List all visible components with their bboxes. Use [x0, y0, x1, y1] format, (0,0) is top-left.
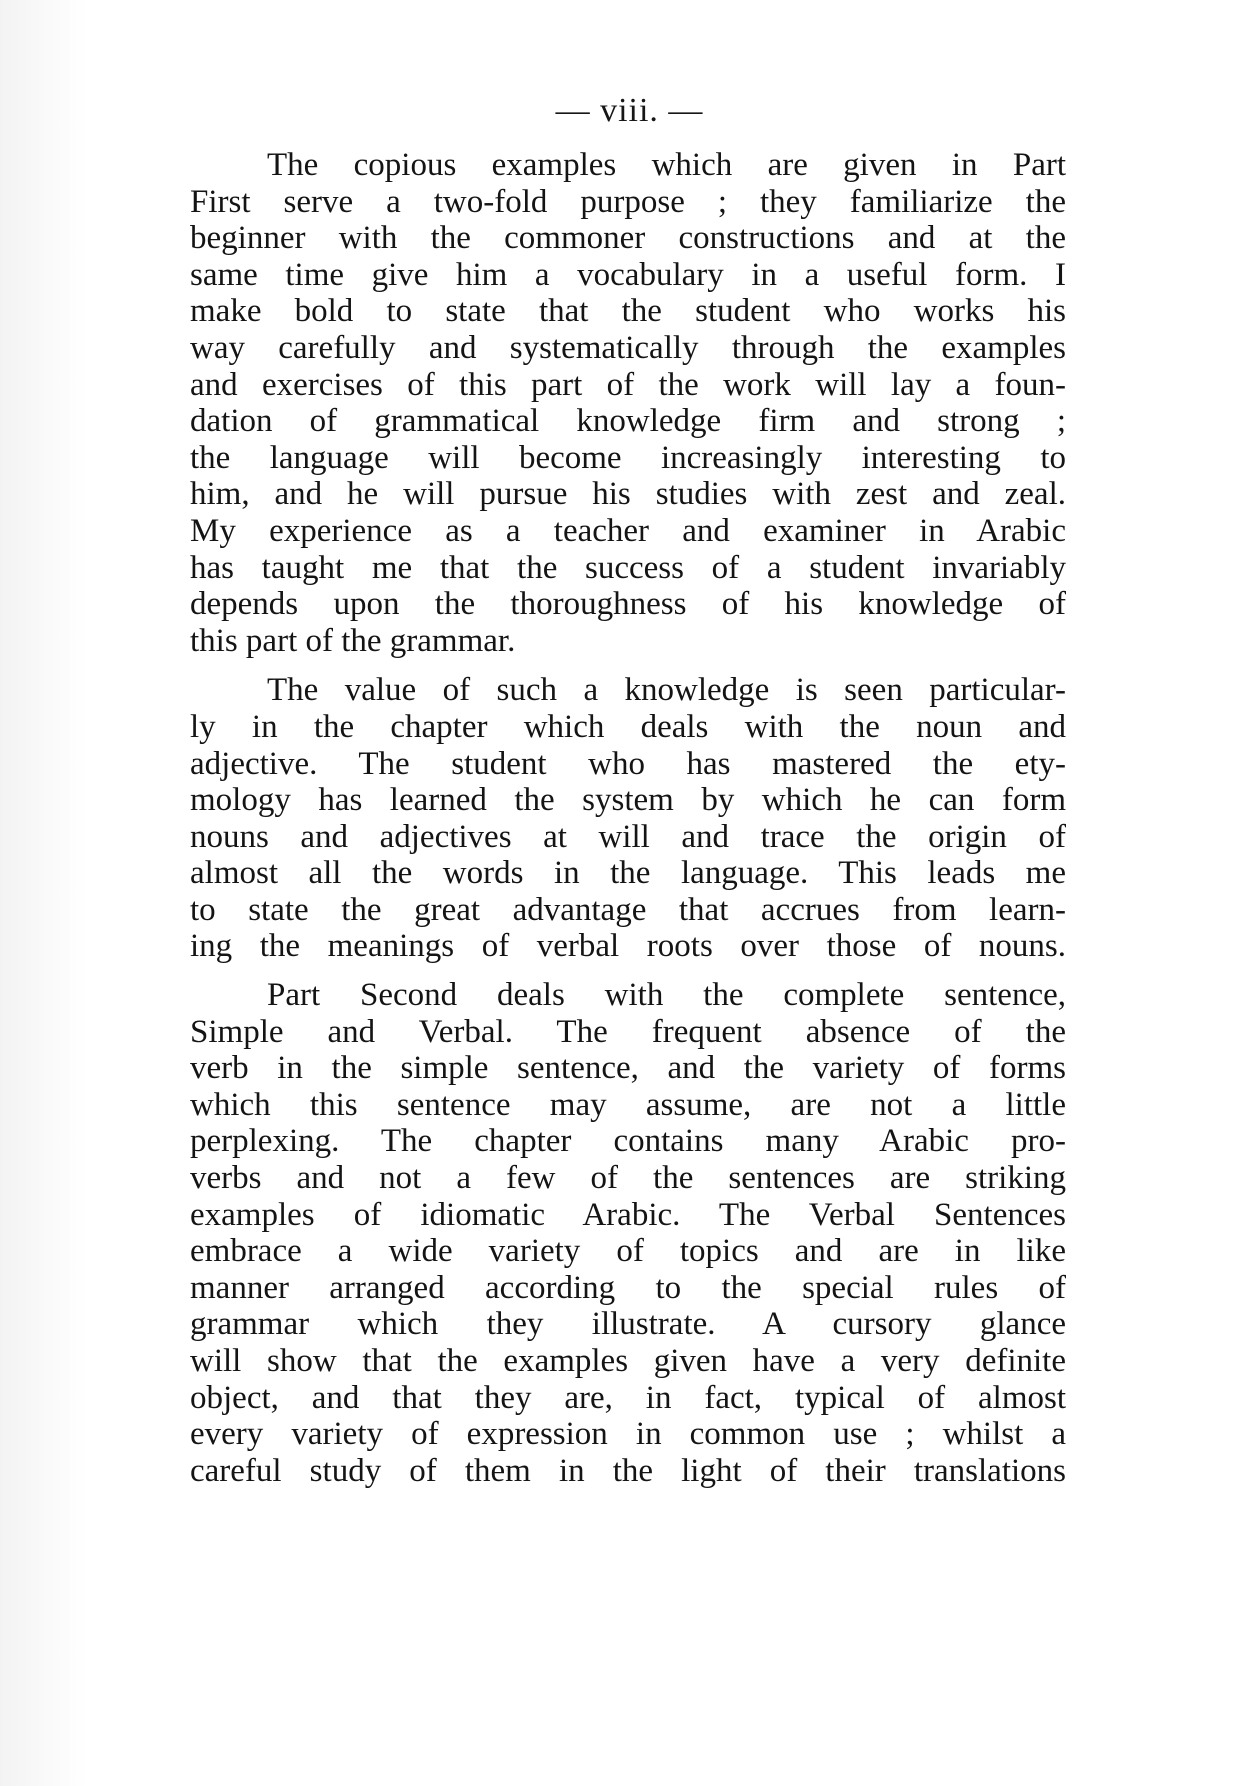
- text-line: Part Second deals with the complete sentence,: [267, 977, 1066, 1014]
- text-line: Simple and Verbal. The frequent absence of the: [190, 1013, 1066, 1050]
- text-line: nouns and adjectives at will and trace the origin of: [190, 818, 1066, 855]
- text-line: perplexing. The chapter contains many Arabic pro-: [190, 1123, 1066, 1160]
- text-line: same time give him a vocabulary in a useful form. I: [190, 256, 1066, 293]
- text-line: way carefully and systematically through the examples: [190, 329, 1066, 366]
- scan-shadow: [0, 0, 88, 1786]
- text-line: will show that the examples given have a very definite: [190, 1343, 1066, 1379]
- text-line: and exercises of this part of the work will lay a foun-: [190, 366, 1066, 403]
- text-line: embrace a wide variety of topics and are in like: [190, 1233, 1066, 1270]
- page-number: — viii. —: [555, 92, 704, 129]
- text-line: beginner with the commoner constructions and at the: [190, 220, 1066, 257]
- text-line: examples of idiomatic Arabic. The Verbal Sentences: [190, 1196, 1066, 1233]
- text-line: ly in the chapter which deals with the noun and: [190, 708, 1066, 745]
- paragraph-spacer: [190, 965, 1066, 977]
- paragraph-part-second: [190, 977, 1066, 1489]
- text-line: My experience as a teacher and examiner in Arabic: [190, 512, 1066, 549]
- text-line: which this sentence may assume, are not a little: [190, 1086, 1066, 1123]
- text-line: verb in the simple sentence, and the variety of forms: [190, 1050, 1066, 1087]
- text-line: careful study of them in the light of their translations: [190, 1452, 1066, 1489]
- text-line: The value of such a knowledge is seen particular-: [267, 672, 1066, 709]
- text-line: him, and he will pursue his studies with zest and zeal.: [190, 476, 1066, 513]
- body-text: [190, 147, 1066, 1489]
- text-line: the language will become increasingly interesting to: [190, 439, 1066, 476]
- text-line: almost all the words in the language. This leads me: [190, 855, 1066, 892]
- text-line: to state the great advantage that accrues from learn-: [190, 891, 1066, 928]
- paragraph-spacer: [190, 659, 1066, 672]
- text-line: verbs and not a few of the sentences are striking: [190, 1160, 1066, 1197]
- text-line: every variety of expression in common use ; whilst a: [190, 1416, 1066, 1453]
- text-line: manner arranged according to the special rules of: [190, 1269, 1066, 1306]
- text-line: grammar which they illustrate. A cursory glance: [190, 1306, 1066, 1343]
- text-line: object, and that they are, in fact, typical of almost: [190, 1379, 1066, 1416]
- text-line: depends upon the thoroughness of his knowledge of: [190, 586, 1066, 623]
- paragraph-noun-adjective: [190, 672, 1066, 965]
- text-line: adjective. The student who has mastered the ety-: [190, 745, 1066, 782]
- text-line: ing the meanings of verbal roots over those of nouns.: [190, 928, 1066, 965]
- text-line: The copious examples which are given in Part: [267, 147, 1066, 183]
- text-line: has taught me that the success of a student invariably: [190, 549, 1066, 586]
- paragraph-part-first-examples: [190, 147, 1066, 659]
- text-line: First serve a two-fold purpose ; they familiarize the: [190, 183, 1066, 220]
- text-line: make bold to state that the student who works his: [190, 293, 1066, 330]
- text-line: this part of the grammar.: [190, 622, 516, 659]
- text-line: mology has learned the system by which he can form: [190, 782, 1066, 819]
- text-line: dation of grammatical knowledge firm and strong ;: [190, 403, 1066, 440]
